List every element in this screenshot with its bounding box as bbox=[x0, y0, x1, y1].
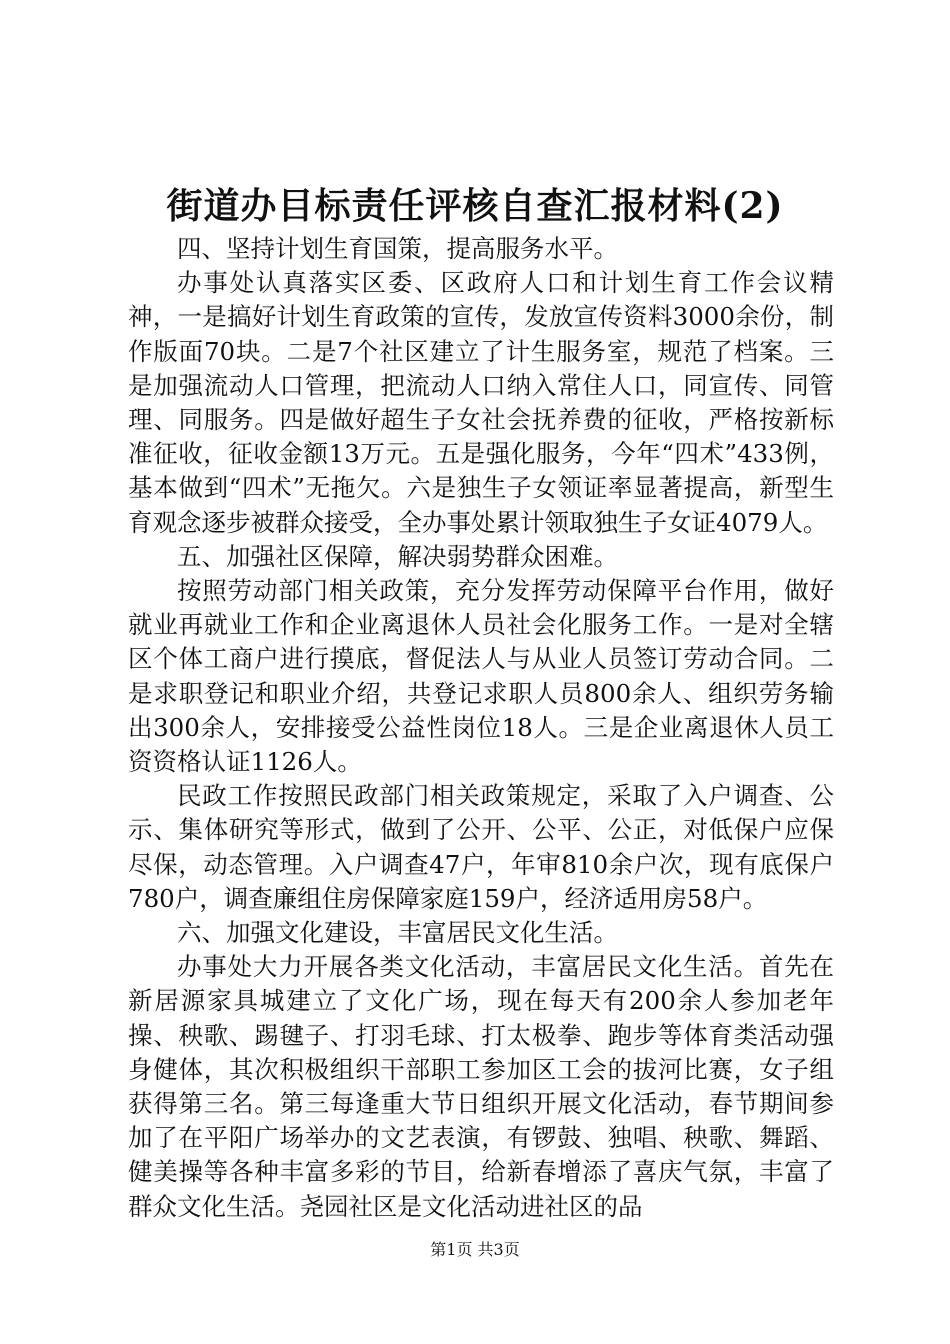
page-footer: 第1页 共3页 bbox=[430, 1240, 520, 1259]
paragraph-family-planning: 办事处认真落实区委、区政府人口和计划生育工作会议精神，一是搞好计划生育政策的宣传，发放宣传资料3000余份，制作版面70块。二是7个社区建立了计生服务室，规范了档案。三是加强流动人口管理，把流动人口纳入常住人口，同宣传、同管理、同服务。四是做好超生子女社会抚养费的征收，严格按新标准征收，征收金额13万元。五是强化服务，今年“四术”433例，基本做到“四术”无拖欠。六是独生子女领证率显著提高，新型生育观念逐步被群众接受，全办事处累计领取独生子女证4079人。 bbox=[128, 268, 834, 537]
paragraph-civil-affairs: 民政工作按照民政部门相关政策规定，采取了入户调查、公示、集体研究等形式，做到了公开、公平、公正，对低保户应保尽保，动态管理。入户调查47户，年审810余户次，现有底保户780户，调查廉组住房保障家庭159户，经济适用房58户。 bbox=[128, 781, 834, 913]
section-heading-culture: 六、加强文化建设，丰富居民文化生活。 bbox=[177, 918, 618, 948]
section-heading-family-planning: 四、坚持计划生育国策，提高服务水平。 bbox=[177, 234, 618, 263]
document-title: 街道办目标责任评核自查汇报材料(2) bbox=[166, 185, 784, 227]
paragraph-culture-activities: 办事处大力开展各类文化活动，丰富居民文化生活。首先在新居源家具城建立了文化广场，现在每天有200余人参加老年操、秧歌、踢毽子、打羽毛球、打太极拳、跑步等体育类活动强身健体，其次积极组织干部职工参加区工会的拔河比赛，女子组获得第三名。第三每逢重大节日组织开展文化活动，春节期间参加了在平阳广场举办的文艺表演，有锣鼓、独唱、秧歌、舞蹈、健美操等各种丰富多彩的节目，给新春增添了喜庆气氛，丰富了群众文化生活。尧园社区是文化活动进社区的品 bbox=[128, 952, 834, 1221]
paragraph-labor-security: 按照劳动部门相关政策，充分发挥劳动保障平台作用，做好就业再就业工作和企业离退休人员社会化服务工作。一是对全辖区个体工商户进行摸底，督促法人与从业人员签订劳动合同。二是求职登记和职业介绍，共登记求职人员800余人、组织劳务输出300余人，安排接受公益性岗位18人。三是企业离退休人员工资资格认证1126人。 bbox=[128, 576, 834, 777]
document-body bbox=[128, 232, 834, 1224]
section-heading-community-security: 五、加强社区保障，解决弱势群众困难。 bbox=[177, 541, 618, 571]
